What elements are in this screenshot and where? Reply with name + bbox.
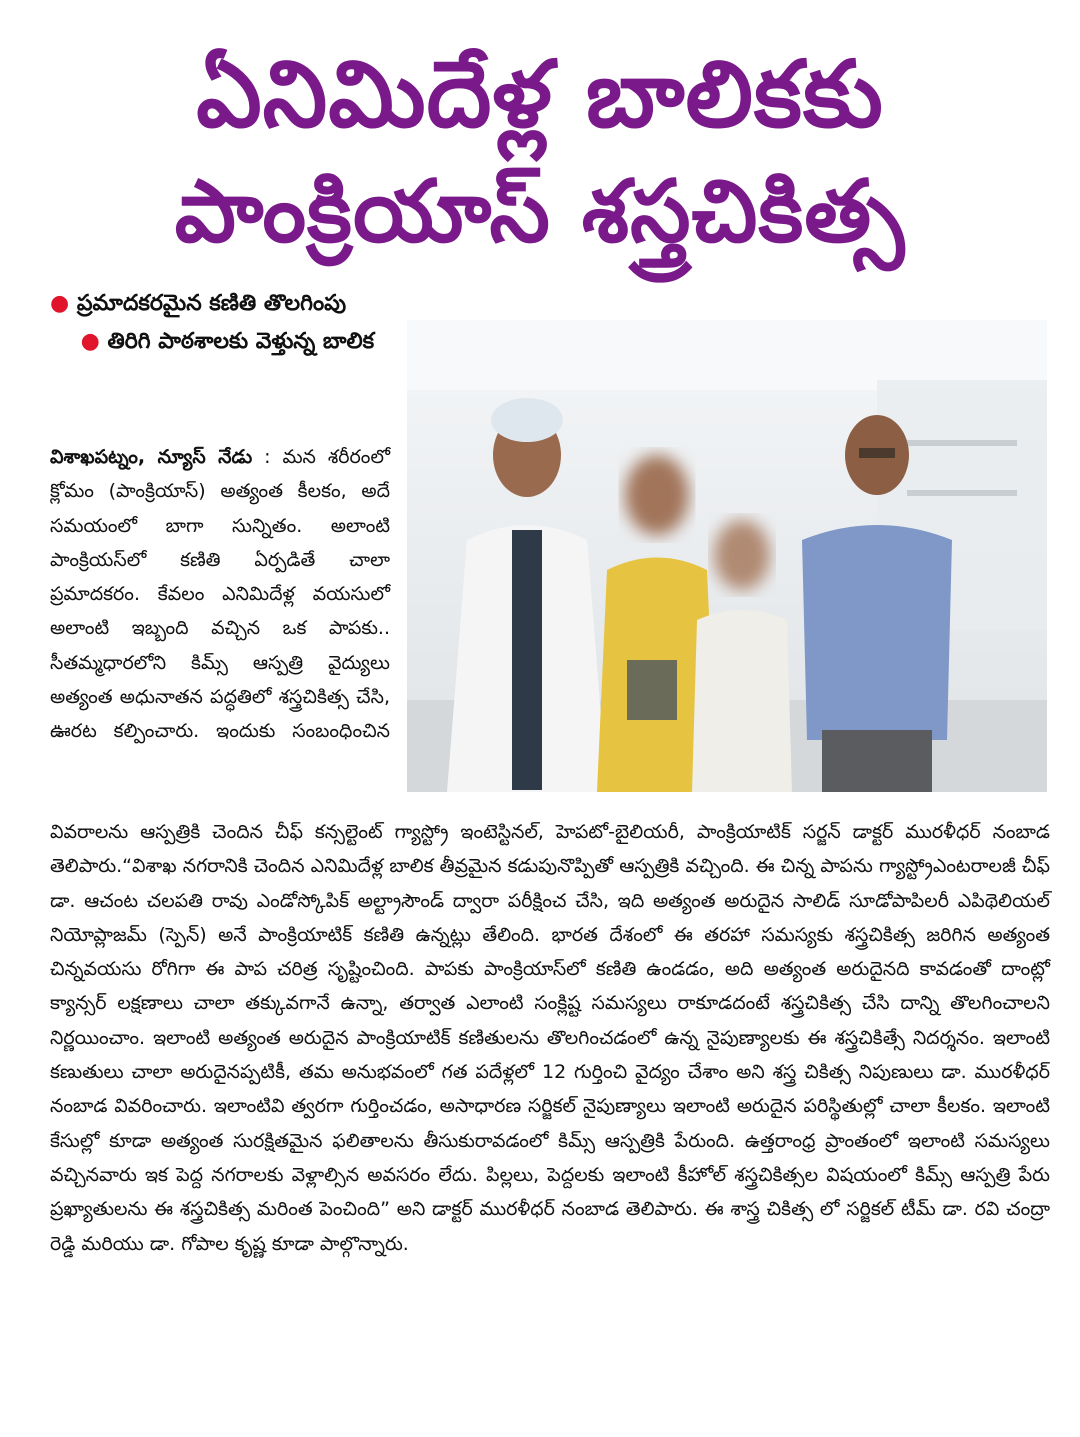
lead-text: : మన శరీరంలో క్లోమం (పాంక్రియాస్) అత్యంత కీలకం, అదే సమయంలో బాగా సున్నితం. అలాంటి పాంక్రియస్‌లో కణితి ఏర్పడితే చాలా ప్రమాదకరం. కేవలం ఎనిమిదేళ్ల వయసులో అలాంటి ఇబ్బంది వచ్చిన ఒక పాపకు.. సీతమ్మధారలోని కిమ్స్ ఆస్పత్రి వైద్యులు అత్యంత అధునాతన పద్ధతిలో శస్త్రచికిత్స చేసి, ఊరట కల్పించారు. ఇందుకు సంబంధించిన (50, 446, 390, 743)
bullet-dot-icon: ● (50, 291, 70, 316)
highlight-2: తిరిగి పాఠశాలకు వెళ్తున్న బాలిక (107, 329, 375, 354)
article-lead (50, 440, 390, 749)
article-body (50, 815, 1050, 1261)
headline-line-1: ఏనిమిదేళ్ల బాలికకు (196, 41, 884, 148)
news-photo (407, 320, 1047, 792)
highlights (50, 285, 380, 361)
dateline: విశాఖపట్నం, న్యూస్ నేడు (50, 446, 253, 468)
body-text: వివరాలను ఆస్పత్రికి చెందిన చీఫ్ కన్సల్టెంట్ గ్యాస్ట్రో ఇంటెస్టినల్, హెపటో-బైలియరీ, పాంక్రియాటిక్ సర్జన్ డాక్టర్ మురళీధర్ నంబాడ తెలిపారు.“విశాఖ నగరానికి చెందిన ఎనిమిదేళ్ల బాలిక తీవ్రమైన కడుపునొప్పితో ఆస్పత్రికి వచ్చింది. ఈ చిన్న పాపను గ్యాస్ట్రోఎంటరాలజీ చీఫ్ డా. ఆచంట చలపతి రావు ఎండోస్కోపిక్ అల్ట్రాసౌండ్ ద్వారా పరీక్షించ చేసి, ఇది అత్యంత అరుదైన సాలిడ్ సూడోపాపిలరీ ఎపిథెలియల్ నియోప్లాజమ్ (స్పెన్) అనే పాంక్రియాటిక్ కణితి ఉన్నట్లు తేలింది. భారత దేశంలో ఈ తరహా సమస్యకు శస్త్రచికిత్స జరిగిన అత్యంత చిన్నవయసు రోగిగా ఈ పాప చరిత్ర సృష్టించింది. పాపకు పాంక్రియాస్‌లో కణితి ఉండడం, అది అత్యంత అరుదైనది కావడంతో దాంట్లో క్యాన్సర్ లక్షణాలు చాలా తక్కువగానే ఉన్నా, తర్వాత ఎలాంటి సంక్లిష్ట సమస్యలు రాకూడదంటే శస్త్రచికిత్స చేసి దాన్ని తొలగించాలని నిర్ణయించాం. ఇలాంటి అత్యంత అరుదైన పాంక్రియాటిక్ కణితులను తొలగించడంలో ఉన్న నైపుణ్యాలకు ఈ శస్త్రచికిత్సే నిదర్శనం. ఇలాంటి కణుతులు చాలా అరుదైనప్పటికీ, తమ అనుభవంలో గత పదేళ్లలో 12 గుర్తించి వైద్యం చేశాం అని శస్త్ర చికిత్స నిపుణులు డా. మురళీధర్ నంబాడ వివరించారు. ఇలాంటివి త్వరగా గుర్తించడం, అసాధారణ సర్జికల్ నైపుణ్యాలు ఇలాంటి అరుదైన పరిస్థితుల్లో చాలా కీలకం. ఇలాంటి కేసుల్లో కూడా అత్యంత సురక్షితమైన ఫలితాలను తీసుకురావడంలో కిమ్స్ ఆస్పత్రికి పేరుంది. ఉత్తరాంధ్ర ప్రాంతంలో ఇలాంటి సమస్యలు వచ్చినవారు ఇక పెద్ద నగరాలకు వెళ్లాల్సిన అవసరం లేదు. పిల్లలు, పెద్దలకు ఇలాంటి కీహోల్ శస్త్రచికిత్సల విషయంలో కిమ్స్ ఆస్పత్రి పేరు ప్రఖ్యాతులను ఈ శస్త్రచికిత్స మరింత పెంచింది” అని డాక్టర్ మురళీధర్ నంబాడ తెలిపారు. ఈ శాస్త్ర చికిత్స లో సర్జికల్ టీమ్ డా. రవి చంద్రా రెడ్డి మరియు డా. గోపాల కృష్ణ కూడా పాల్గొన్నారు. (50, 821, 1050, 1255)
highlight-1: ప్రమాదకరమైన కణితి తొలగింపు (76, 291, 347, 316)
headline-line-2: పాంక్రియాస్ శస్త్రచికిత్స (174, 162, 906, 262)
doctors-with-patient-illustration (407, 320, 1047, 792)
bullet-dot-icon: ● (80, 329, 100, 354)
